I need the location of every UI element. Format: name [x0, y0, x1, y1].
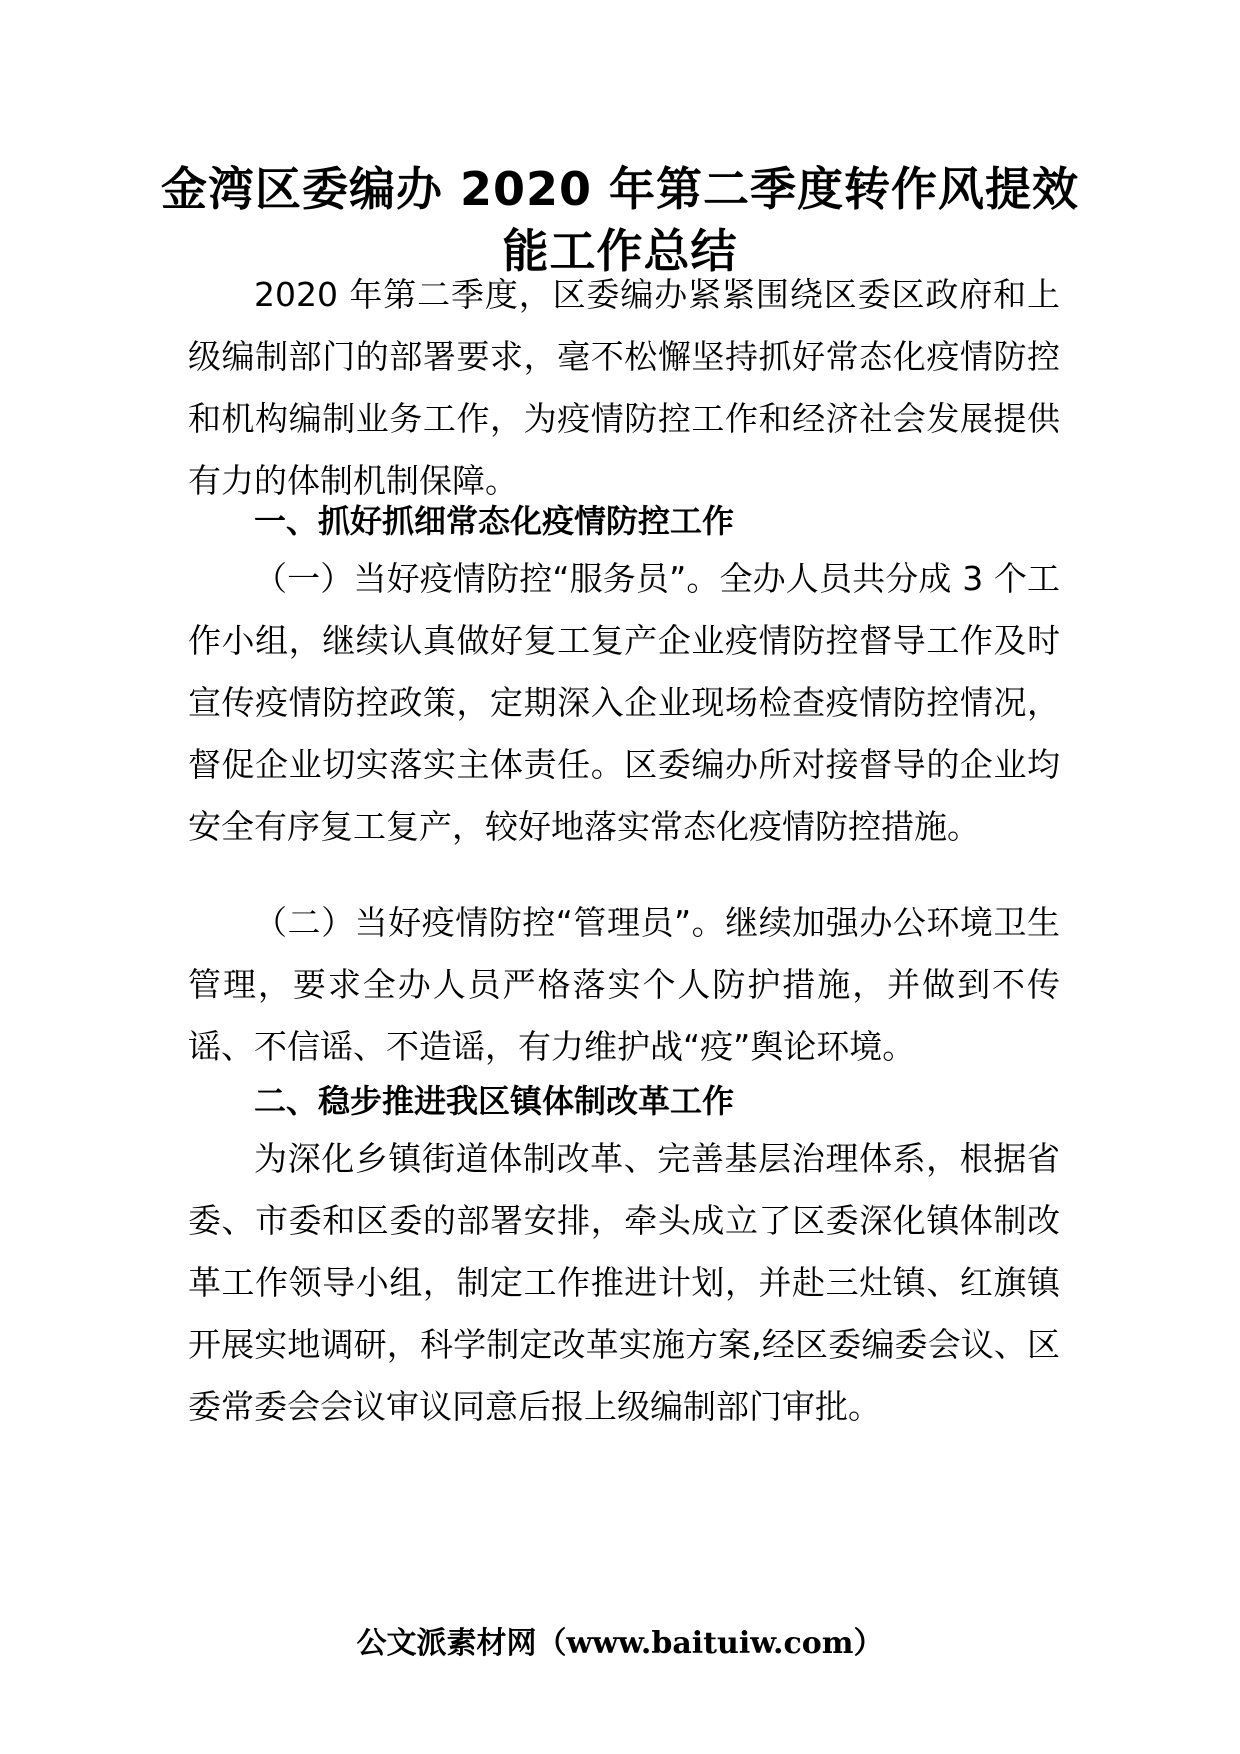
- section-2-paragraph-1: 为深化乡镇街道体制改革、完善基层治理体系，根据省委、市委和区委的部署安排，牵头成立了区委深化镇体制改革工作领导小组，制定工作推进计划，并赴三灶镇、红旗镇开展实地调研，科学制定改革实施方案,经区委编委会议、区委常委会会议审议同意后报上级编制部门审批。: [188, 1139, 1060, 1426]
- footer-watermark: 公文派素材网（www.baituiw.com）: [356, 1626, 884, 1661]
- section-1-paragraph-2: （二）当好疫情防控“管理员”。继续加强办公环境卫生管理，要求全办人员严格落实个人防护措施，并做到不传谣、不信谣、不造谣，有力维护战“疫”舆论环境。: [188, 903, 1060, 1066]
- section-2-heading: 二、稳步推进我区镇体制改革工作: [254, 1082, 735, 1120]
- title-line-1: 金湾区委编办 2020 年第二季度转作风提效: [160, 162, 1080, 216]
- section-1-paragraph-1: （一）当好疫情防控“服务员”。全办人员共分成 3 个工作小组，继续认真做好复工复产企业疫情防控督导工作及时宣传疫情防控政策，定期深入企业现场检查疫情防控情况，督促企业切实落实主体责任。区委编办所对接督导的企业均安全有序复工复产，较好地落实常态化疫情防控措施。: [188, 559, 1060, 846]
- intro-paragraph: 2020 年第二季度，区委编办紧紧围绕区委区政府和上级编制部门的部署要求，毫不松懈坚持抓好常态化疫情防控和机构编制业务工作，为疫情防控工作和经济社会发展提供有力的体制机制保障。: [188, 275, 1060, 500]
- title-line-2: 能工作总结: [502, 224, 738, 278]
- section-1-heading: 一、抓好抓细常态化疫情防控工作: [254, 502, 735, 540]
